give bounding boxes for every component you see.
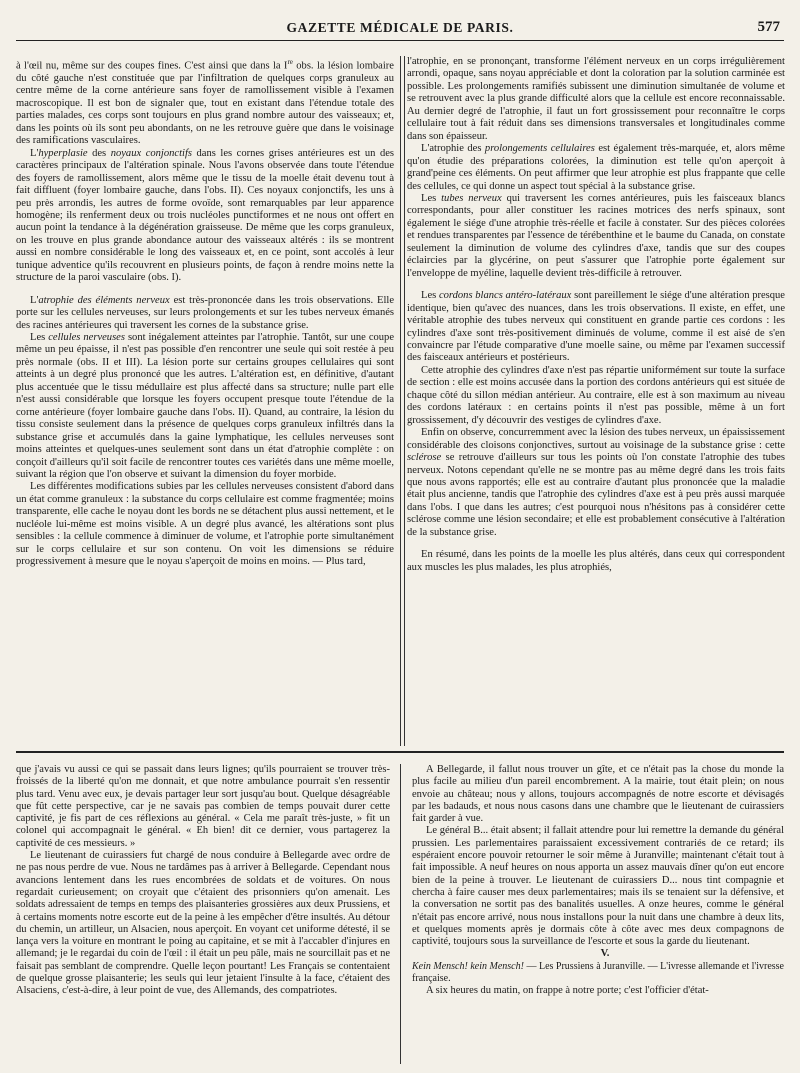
text-run: Les: [421, 290, 439, 302]
section-heading: [412, 961, 784, 986]
text-run: L': [30, 147, 39, 159]
text-run: qui traversent les cornes antérieures, puis les faisceaux blancs correspondants, pour aller constituer les racines motrices des nerfs spinaux, sont également le siége d'une atrophie très-réelle et facile à constater. Sur des pièces colorées et rendues transparentes par l'essence de térébenthine et le baume du Canada, on constate seulement la diminution de volume des cylindres d'axe, tandis que sur des coupes éclaircies par la glycérine, on peut s'assurer que l'atrophie porte également sur l'enveloppe de myéline, laquelle devient très-difficile à retrouver.: [407, 192, 785, 279]
text-run: dans les cornes grises antérieures est un des caractères principaux de l'altération spinale. Nous l'avons observée dans toute l'étendue des foyers de ramollissement, alors même que le tissu de la moelle était devenu tout à fait diffluent (foyer lombaire gauche, dans l'obs. II). Ces noyaux conjonctifs, les uns à peu près arrondis, les autres de forme ovoïde, sont remarquables par leur apparence homogène; ils renferment deux ou trois nucléoles punctiformes et ne nous ont offert en aucun point la tendance à la dégénération graisseuse. De même que les corps granuleux, on les trouve en plus grande abondance autour des vaisseaux altérés : ils se montrent aussi en nombre considérable le long des vaisseaux et, en ce point, sont accolés à leur tunique adventice qu'ils recouvrent en plusieurs points, de façon à rendre moins nette la structure de la paroi vasculaire (obs. I).: [16, 147, 394, 284]
paragraph: [407, 56, 785, 143]
italic-term: cordons blancs antéro-latéraux: [438, 290, 572, 302]
paragraph: [412, 764, 784, 825]
paragraph: [407, 290, 785, 365]
paragraph: [16, 56, 394, 148]
text-run: A six heures du matin, on frappe à notre porte; c'est l'officier d'état-: [426, 985, 709, 997]
italic-term: hyperplasie: [38, 147, 88, 159]
text-run: Les différentes modifications subies par les cellules nerveuses consistent d'abord dans un état comme granuleux : la substance du corps cellulaire est comme fragmentée; moins transparente, elle cache le noyau dont les bords ne se détachent plus aussi nettement, et le nucléole lui-même est moins visible. A un degré plus avancé, les altérations sont plus sensibles : la cellule commence à diminuer de volume, et l'atrophie porte simultanément sur le corps cellulaire et sur son contenu. On voit les dimensions se réduire progressivement à mesure que le noyau s'aperçoit de moins en moins. — Plus tard,: [16, 481, 394, 568]
page-header: [16, 20, 784, 41]
text-run: En résumé, dans les points de la moelle les plus altérés, dans ceux qui correspondent aux muscles les plus malades, les plus atrophiés,: [407, 549, 785, 573]
text-run: L': [30, 294, 39, 306]
text-run: sont inégalement atteintes par l'atrophie. Tantôt, sur une coupe même un peu épaisse, il n'est pas possible d'en rencontrer une seule qui soit restée à peu près normale (obs. II et III). La lésion porte sur certains groupes cellulaires qui sont atteints à un degré plus prononcé que les autres. L'altération est, en définitive, d'autant plus accentuée que le tissu médullaire est plus affecté dans sa structure; nulle part elle n'est aussi considérable que lorsque les foyers occupent presque toute l'étendue de la corne antérieure (foyer lombaire gauche dans l'obs. II). Quand, au contraire, la lésion du tissu consiste seulement dans la présence de quelques corps granuleux infiltrés dans la substance grise et accumulés dans la gaine lymphatique, les cellules nerveuses sont moins atteintes et quelques-unes seulement sont dans un état d'atrophie complète : on conçoit d'ailleurs qu'il soit facile de rencontrer toutes ces variétés dans une même moelle, suivant la région que l'on observe et suivant la dimension du foyer morbide.: [16, 332, 394, 481]
paragraph: [16, 764, 390, 850]
text-run: à l'œil nu, même sur des coupes fines. C'est ainsi que dans la I: [16, 60, 288, 72]
paragraph: [16, 332, 394, 481]
italic-term: sclérose: [407, 452, 442, 464]
upper-right-column: [407, 56, 785, 746]
text-run: Le lieutenant de cuirassiers fut chargé de nous conduire à Bellegarde avec ordre de ne pas nous perdre de vue. Nous ne tardâmes pas à arriver à Bellegarde. Cependant nous avancions lentement dans les rues encombrées de soldats et de voitures. On nous regardait curieusement; on croyait que c'étaient des prisonniers qu'on amenait. Les soldats adressaient de temps en temps des plaisanteries grossières aux deux Prussiens, et à certains moments notre escorte eut de la peine à les empêcher d'être insultés. Au détour du chemin, un artilleur, un Alsacien, nous aperçoit. En voyant cet uniforme détesté, il se lança vers la voiture en montrant le poing au capitaine, et se mit à l'accabler d'injures en allemand; je le regardai du coin de l'œil : il était un peu pâle, mais ne sourcillait pas et ne faisait pas semblant de comprendre. Quelle leçon pourtant! Les Français se contentaient de quelque grosse plaisanterie; les seuls qui leur jetaient l'insulte à la face, c'étaient des Alsaciens, c'est-à-dire, à leur point de vue, des Allemands, des compatriotes.: [16, 850, 390, 997]
paragraph: [407, 549, 785, 574]
italic-term: prolongements cellulaires: [484, 143, 595, 155]
paragraph: [16, 148, 394, 285]
text-run: est très-prononcée dans les trois observations. Elle porte sur les cellules nerveuses, sur leurs prolongements et sur les tubes nerveux émanés des racines antérieures qui traversent les cornes de la substance grise.: [16, 294, 394, 331]
paragraph: [407, 193, 785, 280]
paragraph: [407, 427, 785, 539]
paragraph: [16, 295, 394, 332]
paragraph: [412, 985, 784, 997]
italic-term: tubes nerveux: [441, 192, 502, 204]
journal-title: GAZETTE MÉDICALE DE PARIS.: [286, 20, 514, 35]
paragraph: [16, 481, 394, 568]
text-run: Enfin on observe, concurremment avec la lésion des tubes nerveux, un épaississement considérable des cloisons conjonctives, surtout au voisinage de la substance grise : cette: [407, 427, 785, 451]
paragraph: [16, 850, 390, 998]
lower-left-column: [16, 764, 390, 1069]
paragraph: [412, 825, 784, 948]
text-run: L'atrophie des: [421, 143, 485, 155]
text-run: l'atrophie, en se prononçant, transforme l'élément nerveux en un corps irrégulièrement arrondi, opaque, sans noyau appréciable et dont la coloration par la solution carminée est possible. Les prolongements ramifiés subissent une diminution simultanée de volume et se retrouvent avec la plus grande difficulté alors que la cellule est encore reconnaissable. Au dernier degré de l'atrophie, il faut un fort grossissement pour reconnaître le corps cellulaire tout à fait réduit dans ses dimensions transversales et longitudinales comme dans son épaisseur.: [407, 56, 785, 142]
text-run: que j'avais vu aussi ce qui se passait dans leurs lignes; qu'ils pourraient se trouver très-froissés de la liberté qu'on me donnait, et que notre ambulance pourrait s'en ressentir plus tard. Venu avec eux, je devais partager leur sort jusqu'au bout. Quelque désagréable que fût cette perspective, car je ne savais pas combien de temps pouvait durer cette captivité, je fis part de ces réflexions au général. « Cela me paraît très-juste, » fit un colonel qui accompagnait le général. « Eh bien! dit ce dernier, vous partagerez la captivité de ces messieurs. »: [16, 764, 390, 849]
italic-term: cellules nerveuses: [48, 332, 125, 344]
section-heading-subtitle: — Les Prussiens à Juranville. — L'ivresse allemande et l'ivresse française.: [412, 960, 784, 985]
text-run: Le général B... était absent; il fallait attendre pour lui remettre la demande du général prussien. Les parlementaires paraissaient excessivement contrariés de ce retard; ils espéraient encore pouvoir retourner le soir même à Juranville; maintenant c'était tout à fait impossible. A neuf heures on nous apporta un assez mauvais dîner qu'on eut encore bien de la peine à trouver. Le lieutenant de cuirassiers D... nous tint compagnie et chercha à faire causer mes deux parlementaires; mais ils se tenaient sur la défensive, et la conversation ne sortit pas des banalités usuelles. A onze heures, comme le général n'était pas encore arrivé, nous nous installons pour la nuit dans une chambre à deux lits, et quelques moments après je dormais côte à côte avec mes deux compagnons de captivité, toujours sous la surveillance de l'escorte et sous la garde du lieutenant.: [412, 825, 784, 948]
text-run: obs. la lésion lombaire du côté gauche n'est constituée que par l'infiltration de quelques corps granuleux au centre même de la corne antérieure sans foyer de ramollissement visible à l'examen macroscopique. Il est bon de signaler que, tout en existant dans l'étendue totale des parties malades, ces corps sont toujours en plus grand nombre autour des vaisseaux; et, dans les points où ils sont peu abondants, on ne les retrouve guère que dans le voisinage des ramifications vasculaires.: [16, 60, 394, 147]
section-heading-german: Kein Mensch! kein Mensch!: [412, 960, 524, 972]
italic-term: noyaux conjonctifs: [110, 147, 192, 159]
text-run: A Bellegarde, il fallut nous trouver un gîte, et ce n'était pas la chose du monde la plus facile au milieu d'un pareil encombrement. A la mairie, tout était plein; on nous envoie au château; nous y allons, toujours accompagnés de notre escorte et dévisagés par les badauds, et nous nous casons dans une chambre que le lieutenant de cuirassiers fait garder à vue.: [412, 764, 784, 825]
text-run: est également très-marquée, et, alors même qu'on étudie des préparations colorées, la diminution est telle qu'on aperçoit à grand'peine ces éléments. On peut affirmer que leur atrophie est plus frappante que celle des cellules, ce qui donne un aspect tout spécial à la substance grise.: [407, 143, 785, 192]
text-run: des: [87, 147, 111, 159]
lower-right-column: [412, 764, 784, 1069]
column-divider: [404, 56, 405, 746]
text-run: Cette atrophie des cylindres d'axe n'est pas répartie uniformément sur toute la surface de section : elle est moins accusée dans la portion des cordons antérieurs qui est située de chaque côté du sillon médian antérieur. Au contraire, elle est à son maximum au niveau des cordons latéraux : en certains points il n'est pas possible, même à un fort grossissement, d'y découvrir des vestiges de cylindres d'axe.: [407, 364, 785, 426]
italic-term: atrophie des éléments nerveux: [38, 294, 170, 306]
paragraph: [407, 143, 785, 193]
text-run: Les: [30, 332, 49, 344]
text-run: Les: [421, 192, 442, 204]
feuilleton-divider: [16, 751, 784, 753]
column-divider: [400, 764, 401, 1064]
text-run: sont pareillement le siége d'une altération presque identique, bien qu'avec des nuances, dans les trois observations. Il existe, en effet, une véritable atrophie des tubes nerveux qui constituent en grande partie ces cordons : les cylindres d'axe sont très-positivement diminués de volume, comme il est aisé de s'en convaincre par l'étude comparative d'une moelle saine, ou même par l'examen successif des faisceaux antérieurs et postérieurs.: [407, 290, 785, 364]
paragraph: [407, 365, 785, 427]
column-divider: [400, 56, 401, 746]
text-run: re: [287, 58, 293, 66]
text-run: se retrouve d'ailleurs sur tous les points où l'on constate l'atrophie des tubes nerveux. Notons cependant qu'elle ne se montre pas au même degré dans les trois faits que nous avons rapportés; elle est au contraire d'autant plus prononcée que la maladie était plus ancienne, tandis que l'atrophie des cylindres d'axe est à peu près aussi marquée dans l'obs. I que dans les autres; c'est pourquoi nous n'hésitons pas à considérer cette sclérose comme une lésion secondaire; et elle est probablement consécutive à l'altération de la substance grise.: [407, 452, 785, 538]
page-number: 577: [757, 19, 780, 35]
upper-left-column: [16, 56, 394, 746]
section-number: V.: [600, 948, 610, 960]
